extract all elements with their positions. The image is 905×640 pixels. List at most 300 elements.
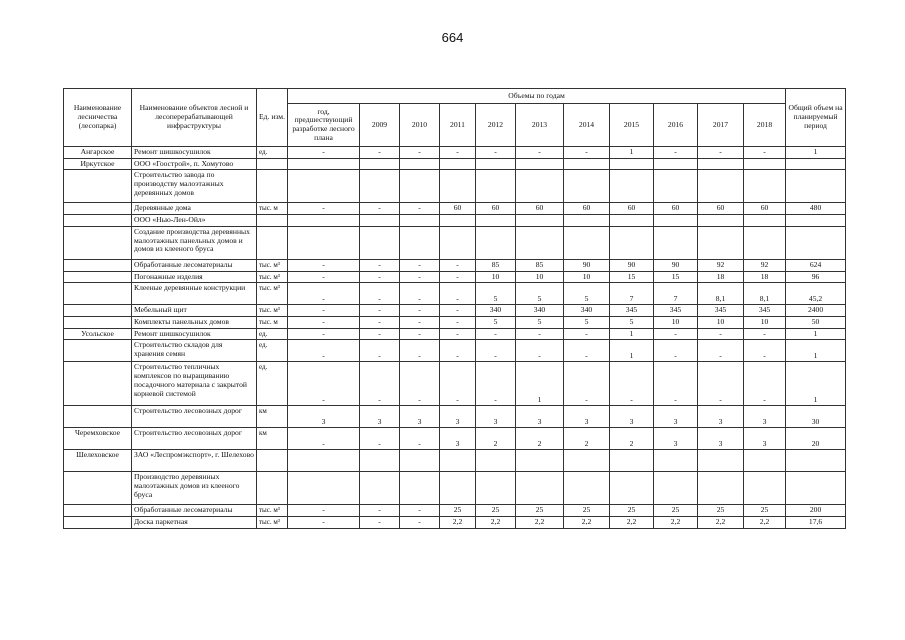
value-cell	[476, 215, 516, 227]
region-cell	[64, 226, 132, 259]
table-row	[64, 158, 846, 170]
value-cell	[654, 472, 698, 505]
value-cell: -	[360, 203, 400, 215]
object-cell: ООО «Гоострой», п. Хомутово	[132, 158, 257, 170]
value-cell: 345	[698, 305, 744, 317]
value-cell	[360, 226, 400, 259]
value-cell: 340	[564, 305, 610, 317]
value-cell: 1	[610, 147, 654, 159]
table-row	[64, 340, 846, 362]
region-cell	[64, 203, 132, 215]
value-cell	[516, 450, 564, 472]
region-cell: Шелеховское	[64, 450, 132, 472]
value-cell	[564, 158, 610, 170]
value-cell: 3	[698, 406, 744, 428]
value-cell: 3	[744, 406, 786, 428]
value-cell: 3	[288, 406, 360, 428]
value-cell	[654, 226, 698, 259]
object-cell: Строительство лесовозных дорог	[132, 428, 257, 450]
header-region: Наименование лесничества (лесопарка)	[64, 89, 132, 147]
value-cell: -	[400, 428, 440, 450]
header-year: 2018	[744, 104, 786, 147]
unit-cell	[257, 472, 288, 505]
table-row	[64, 203, 846, 215]
object-cell: ООО «Нью-Лен-Ойл»	[132, 215, 257, 227]
value-cell	[440, 226, 476, 259]
value-cell: -	[564, 340, 610, 362]
table-row	[64, 283, 846, 305]
unit-cell	[257, 215, 288, 227]
value-cell: 3	[698, 428, 744, 450]
region-cell: Ангарское	[64, 147, 132, 159]
value-cell: -	[360, 362, 400, 406]
value-cell: -	[698, 328, 744, 340]
total-cell: 1	[786, 340, 846, 362]
table-row	[64, 450, 846, 472]
value-cell: -	[744, 328, 786, 340]
value-cell	[516, 472, 564, 505]
total-cell	[786, 158, 846, 170]
unit-cell: км	[257, 428, 288, 450]
value-cell	[698, 226, 744, 259]
value-cell: 25	[564, 505, 610, 517]
value-cell: 92	[744, 259, 786, 271]
total-cell	[786, 226, 846, 259]
value-cell: -	[360, 340, 400, 362]
value-cell	[516, 158, 564, 170]
total-cell: 2400	[786, 305, 846, 317]
value-cell	[698, 215, 744, 227]
value-cell: 25	[476, 505, 516, 517]
table-row	[64, 428, 846, 450]
object-cell: ЗАО «Леспромэкспорт», г. Шелехово	[132, 450, 257, 472]
value-cell: 345	[654, 305, 698, 317]
value-cell: -	[654, 340, 698, 362]
value-cell: 18	[698, 271, 744, 283]
value-cell	[610, 158, 654, 170]
object-cell: Строительство тепличных комплексов по выращиванию посадочного материала с закрытой корневой системой	[132, 362, 257, 406]
region-cell	[64, 271, 132, 283]
value-cell: -	[400, 271, 440, 283]
value-cell: -	[288, 340, 360, 362]
table-row	[64, 215, 846, 227]
unit-cell: тыс. м³	[257, 259, 288, 271]
value-cell: 2,2	[744, 517, 786, 529]
value-cell: 85	[516, 259, 564, 271]
value-cell: -	[516, 340, 564, 362]
header-volumes-group: Объемы по годам	[288, 89, 786, 104]
region-cell	[64, 472, 132, 505]
value-cell: -	[360, 317, 400, 329]
value-cell	[744, 215, 786, 227]
value-cell	[440, 170, 476, 203]
value-cell: -	[564, 362, 610, 406]
object-cell: Ремонт шишкосушилок	[132, 328, 257, 340]
value-cell	[288, 226, 360, 259]
value-cell	[744, 226, 786, 259]
value-cell: 5	[516, 283, 564, 305]
value-cell: -	[440, 283, 476, 305]
value-cell	[400, 226, 440, 259]
total-cell: 624	[786, 259, 846, 271]
value-cell: 1	[610, 328, 654, 340]
header-year: 2015	[610, 104, 654, 147]
value-cell	[476, 472, 516, 505]
value-cell: 3	[744, 428, 786, 450]
value-cell	[476, 226, 516, 259]
value-cell: -	[440, 147, 476, 159]
value-cell: -	[288, 203, 360, 215]
value-cell: -	[654, 362, 698, 406]
forest-infrastructure-table	[63, 88, 846, 529]
value-cell: -	[476, 340, 516, 362]
value-cell: -	[744, 340, 786, 362]
value-cell: -	[288, 362, 360, 406]
unit-cell	[257, 158, 288, 170]
value-cell: -	[288, 147, 360, 159]
value-cell: 10	[654, 317, 698, 329]
unit-cell: тыс. м	[257, 203, 288, 215]
value-cell: -	[288, 305, 360, 317]
table-row	[64, 226, 846, 259]
value-cell	[516, 170, 564, 203]
table-row	[64, 472, 846, 505]
value-cell: 8,1	[698, 283, 744, 305]
value-cell: -	[698, 147, 744, 159]
value-cell: -	[288, 517, 360, 529]
value-cell: -	[564, 328, 610, 340]
value-cell: -	[288, 283, 360, 305]
value-cell	[564, 226, 610, 259]
total-cell	[786, 215, 846, 227]
value-cell: -	[400, 203, 440, 215]
value-cell: 3	[476, 406, 516, 428]
unit-cell: ед.	[257, 340, 288, 362]
table-row	[64, 362, 846, 406]
value-cell: -	[516, 328, 564, 340]
total-cell: 17,6	[786, 517, 846, 529]
table-row	[64, 406, 846, 428]
object-cell: Строительство завода по производству малоэтажных деревянных домов	[132, 170, 257, 203]
value-cell	[288, 450, 360, 472]
value-cell: 60	[476, 203, 516, 215]
value-cell: 340	[476, 305, 516, 317]
unit-cell: тыс. м³	[257, 271, 288, 283]
value-cell	[564, 450, 610, 472]
region-cell	[64, 259, 132, 271]
value-cell: -	[440, 340, 476, 362]
value-cell: 10	[744, 317, 786, 329]
value-cell: 3	[654, 428, 698, 450]
value-cell: 2,2	[440, 517, 476, 529]
header-year: 2017	[698, 104, 744, 147]
value-cell: -	[288, 259, 360, 271]
value-cell	[360, 170, 400, 203]
value-cell	[440, 472, 476, 505]
total-cell: 1	[786, 328, 846, 340]
value-cell: 90	[654, 259, 698, 271]
value-cell: 3	[440, 406, 476, 428]
value-cell: 1	[516, 362, 564, 406]
value-cell: -	[440, 271, 476, 283]
value-cell: -	[744, 147, 786, 159]
value-cell	[360, 215, 400, 227]
value-cell: 345	[610, 305, 654, 317]
value-cell: -	[288, 271, 360, 283]
object-cell: Деревянные дома	[132, 203, 257, 215]
region-cell	[64, 283, 132, 305]
value-cell: -	[440, 305, 476, 317]
value-cell: -	[654, 328, 698, 340]
value-cell	[744, 170, 786, 203]
region-cell	[64, 517, 132, 529]
value-cell: 10	[564, 271, 610, 283]
value-cell	[288, 215, 360, 227]
value-cell	[698, 170, 744, 203]
value-cell	[400, 472, 440, 505]
value-cell	[400, 450, 440, 472]
unit-cell: тыс. м³	[257, 305, 288, 317]
value-cell	[564, 215, 610, 227]
value-cell: 10	[516, 271, 564, 283]
value-cell	[288, 170, 360, 203]
value-cell: -	[440, 317, 476, 329]
region-cell	[64, 505, 132, 517]
header-unit: Ед. изм.	[257, 89, 288, 147]
value-cell: -	[400, 147, 440, 159]
value-cell: -	[400, 328, 440, 340]
unit-cell: км	[257, 406, 288, 428]
value-cell: 2,2	[654, 517, 698, 529]
value-cell	[654, 158, 698, 170]
table-row	[64, 259, 846, 271]
total-cell	[786, 472, 846, 505]
table-row	[64, 505, 846, 517]
value-cell: -	[360, 259, 400, 271]
unit-cell: тыс. м	[257, 317, 288, 329]
object-cell: Строительство лесовозных дорог	[132, 406, 257, 428]
value-cell: 2,2	[610, 517, 654, 529]
value-cell: 18	[744, 271, 786, 283]
value-cell	[400, 158, 440, 170]
value-cell: -	[654, 147, 698, 159]
table-row	[64, 271, 846, 283]
value-cell	[744, 472, 786, 505]
value-cell: -	[400, 317, 440, 329]
object-cell: Обработанные лесоматериалы	[132, 505, 257, 517]
header-prev-year: год, предшествующий разработке лесного плана	[288, 104, 360, 147]
value-cell: 5	[564, 317, 610, 329]
value-cell: 92	[698, 259, 744, 271]
value-cell: 5	[476, 317, 516, 329]
value-cell	[564, 170, 610, 203]
value-cell: 2	[476, 428, 516, 450]
value-cell: 345	[744, 305, 786, 317]
object-cell: Строительство складов для хранения семян	[132, 340, 257, 362]
value-cell	[476, 158, 516, 170]
object-cell: Мебельный щит	[132, 305, 257, 317]
value-cell: -	[698, 362, 744, 406]
value-cell: -	[360, 271, 400, 283]
table-row	[64, 517, 846, 529]
value-cell: -	[440, 328, 476, 340]
value-cell: -	[400, 305, 440, 317]
region-cell	[64, 317, 132, 329]
value-cell: -	[516, 147, 564, 159]
region-cell: Черемховское	[64, 428, 132, 450]
table-row	[64, 147, 846, 159]
value-cell: -	[288, 505, 360, 517]
value-cell	[744, 450, 786, 472]
value-cell: 3	[564, 406, 610, 428]
value-cell	[610, 215, 654, 227]
value-cell: 15	[654, 271, 698, 283]
value-cell: 25	[744, 505, 786, 517]
value-cell: 60	[744, 203, 786, 215]
value-cell	[610, 472, 654, 505]
value-cell: -	[440, 259, 476, 271]
value-cell	[610, 450, 654, 472]
unit-cell	[257, 226, 288, 259]
value-cell: -	[288, 328, 360, 340]
value-cell	[516, 226, 564, 259]
value-cell: 1	[610, 340, 654, 362]
total-cell: 50	[786, 317, 846, 329]
value-cell: 10	[698, 317, 744, 329]
value-cell: 25	[440, 505, 476, 517]
value-cell	[288, 472, 360, 505]
value-cell	[610, 226, 654, 259]
value-cell	[654, 450, 698, 472]
value-cell: 10	[476, 271, 516, 283]
header-year: 2009	[360, 104, 400, 147]
header-year: 2016	[654, 104, 698, 147]
value-cell: 5	[564, 283, 610, 305]
value-cell: 3	[516, 406, 564, 428]
unit-cell: тыс. м³	[257, 283, 288, 305]
region-cell	[64, 406, 132, 428]
value-cell	[516, 215, 564, 227]
object-cell: Создание производства деревянных малоэтажных панельных домов и домов из клееного бруса	[132, 226, 257, 259]
value-cell: -	[400, 340, 440, 362]
object-cell: Комплекты панельных домов	[132, 317, 257, 329]
value-cell: 3	[400, 406, 440, 428]
value-cell: 2,2	[516, 517, 564, 529]
value-cell	[564, 472, 610, 505]
unit-cell: ед.	[257, 362, 288, 406]
table-row	[64, 170, 846, 203]
header-total: Общий объем на планируемый период	[786, 89, 846, 147]
value-cell: 60	[610, 203, 654, 215]
value-cell: -	[360, 517, 400, 529]
value-cell: 15	[610, 271, 654, 283]
total-cell: 480	[786, 203, 846, 215]
object-cell: Производство деревянных малоэтажных домов из клееного бруса	[132, 472, 257, 505]
value-cell: -	[400, 283, 440, 305]
value-cell	[360, 472, 400, 505]
header-row-top	[64, 89, 846, 104]
value-cell: 2	[516, 428, 564, 450]
object-cell: Погонажные изделия	[132, 271, 257, 283]
region-cell	[64, 215, 132, 227]
value-cell: -	[744, 362, 786, 406]
value-cell	[400, 170, 440, 203]
unit-cell	[257, 170, 288, 203]
value-cell: 2,2	[476, 517, 516, 529]
unit-cell: ед.	[257, 147, 288, 159]
value-cell: 60	[654, 203, 698, 215]
header-object: Наименование объектов лесной и лесоперерабатывающей инфраструктуры	[132, 89, 257, 147]
value-cell: 2,2	[564, 517, 610, 529]
value-cell	[654, 215, 698, 227]
value-cell: 60	[516, 203, 564, 215]
value-cell	[440, 158, 476, 170]
value-cell: 25	[654, 505, 698, 517]
value-cell: 8,1	[744, 283, 786, 305]
object-cell: Доска паркетная	[132, 517, 257, 529]
region-cell: Иркутское	[64, 158, 132, 170]
value-cell: 25	[610, 505, 654, 517]
value-cell: -	[360, 283, 400, 305]
table-row	[64, 328, 846, 340]
object-cell: Клееные деревянные конструкции	[132, 283, 257, 305]
value-cell: -	[698, 340, 744, 362]
unit-cell: ед.	[257, 328, 288, 340]
value-cell	[360, 450, 400, 472]
value-cell: 25	[698, 505, 744, 517]
value-cell: -	[476, 147, 516, 159]
header-year: 2014	[564, 104, 610, 147]
value-cell	[440, 450, 476, 472]
total-cell	[786, 170, 846, 203]
header-year: 2010	[400, 104, 440, 147]
object-cell: Ремонт шишкосушилок	[132, 147, 257, 159]
value-cell: -	[360, 328, 400, 340]
value-cell: -	[288, 428, 360, 450]
region-cell	[64, 340, 132, 362]
value-cell	[698, 450, 744, 472]
value-cell: 7	[654, 283, 698, 305]
header-year: 2012	[476, 104, 516, 147]
table-body	[64, 147, 846, 529]
unit-cell: тыс. м³	[257, 505, 288, 517]
value-cell: -	[440, 362, 476, 406]
value-cell: -	[564, 147, 610, 159]
page-number: 664	[441, 30, 464, 45]
total-cell: 1	[786, 362, 846, 406]
value-cell: 5	[610, 317, 654, 329]
value-cell: 2	[564, 428, 610, 450]
region-cell: Усольское	[64, 328, 132, 340]
value-cell: 60	[440, 203, 476, 215]
header-year: 2013	[516, 104, 564, 147]
value-cell	[360, 158, 400, 170]
region-cell	[64, 362, 132, 406]
value-cell: -	[476, 362, 516, 406]
value-cell: -	[360, 147, 400, 159]
value-cell: -	[610, 362, 654, 406]
table-row	[64, 317, 846, 329]
unit-cell: тыс. м³	[257, 517, 288, 529]
value-cell	[654, 170, 698, 203]
value-cell: -	[360, 428, 400, 450]
value-cell	[698, 472, 744, 505]
value-cell	[698, 158, 744, 170]
value-cell: 3	[610, 406, 654, 428]
value-cell: -	[400, 259, 440, 271]
value-cell	[400, 215, 440, 227]
value-cell: -	[400, 517, 440, 529]
